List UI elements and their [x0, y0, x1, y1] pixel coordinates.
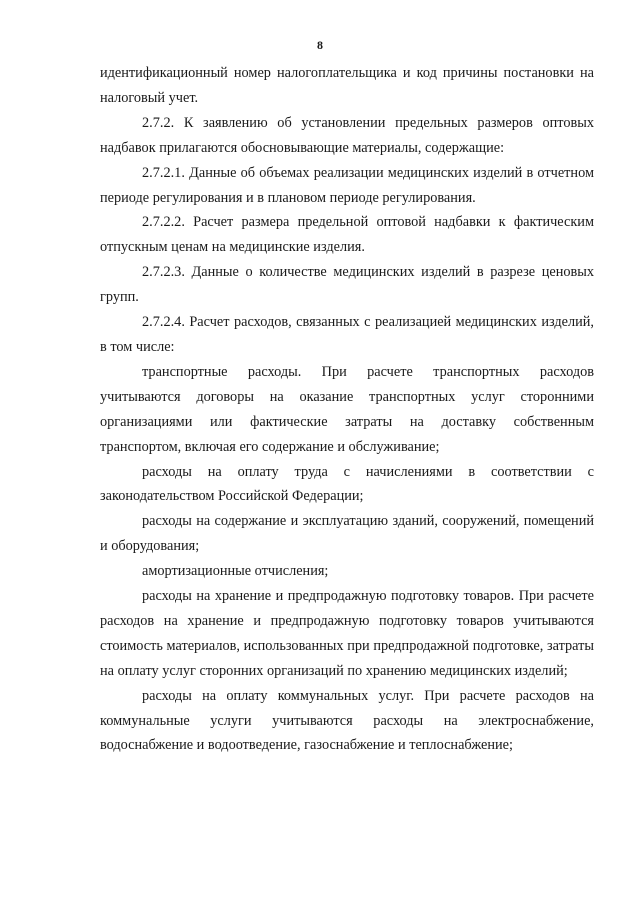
paragraph-labor-costs: расходы на оплату труда с начислениями в соответствии с законодательством Российской Федерации;: [100, 463, 594, 505]
paragraph-continuation: идентификационный номер налогоплательщика и код причины постановки на налоговый учет.: [100, 65, 594, 106]
paragraph-storage-costs: расходы на хранение и предпродажную подготовку товаров. При расчете расходов на хранение и предпродажную подготовку товаров учитываются стоимость материалов, использованных при предпродажной подготовке, затраты на оплату услуг сторонних организаций по хранению медицинских изделий;: [100, 588, 594, 679]
paragraph-2-7-2-3: 2.7.2.3. Данные о количестве медицинских изделий в разрезе ценовых групп.: [100, 264, 594, 306]
paragraph-utility-costs: расходы на оплату коммунальных услуг. При расчете расходов на коммунальные услуги учитываются расходы на электроснабжение, водоснабжение и водоотведение, газоснабжение и теплоснабжение;: [100, 687, 594, 754]
paragraph-maintenance-costs: расходы на содержание и эксплуатацию зданий, сооружений, помещений и оборудования;: [100, 513, 594, 555]
paragraph-2-7-2: 2.7.2. К заявлению об установлении предельных размеров оптовых надбавок прилагаются обосновывающие материалы, содержащие:: [100, 114, 594, 156]
paragraph-depreciation: амортизационные отчисления;: [142, 563, 329, 580]
paragraph-transport-costs: транспортные расходы. При расчете транспортных расходов учитываются договоры на оказание транспортных услуг сторонними организациями или фактические затраты на доставку собственным транспортом, включая его содержание и обслуживание;: [100, 363, 594, 455]
paragraph-2-7-2-4: 2.7.2.4. Расчет расходов, связанных с реализацией медицинских изделий, в том числе:: [100, 314, 594, 355]
paragraph-2-7-2-2: 2.7.2.2. Расчет размера предельной оптовой надбавки к фактическим отпускным ценам на медицинские изделия.: [100, 214, 594, 256]
paragraph-2-7-2-1: 2.7.2.1. Данные об объемах реализации медицинских изделий в отчетном периоде регулирования и в плановом периоде регулирования.: [100, 164, 594, 206]
document-body: [100, 61, 594, 758]
page-number: 8: [317, 38, 323, 52]
